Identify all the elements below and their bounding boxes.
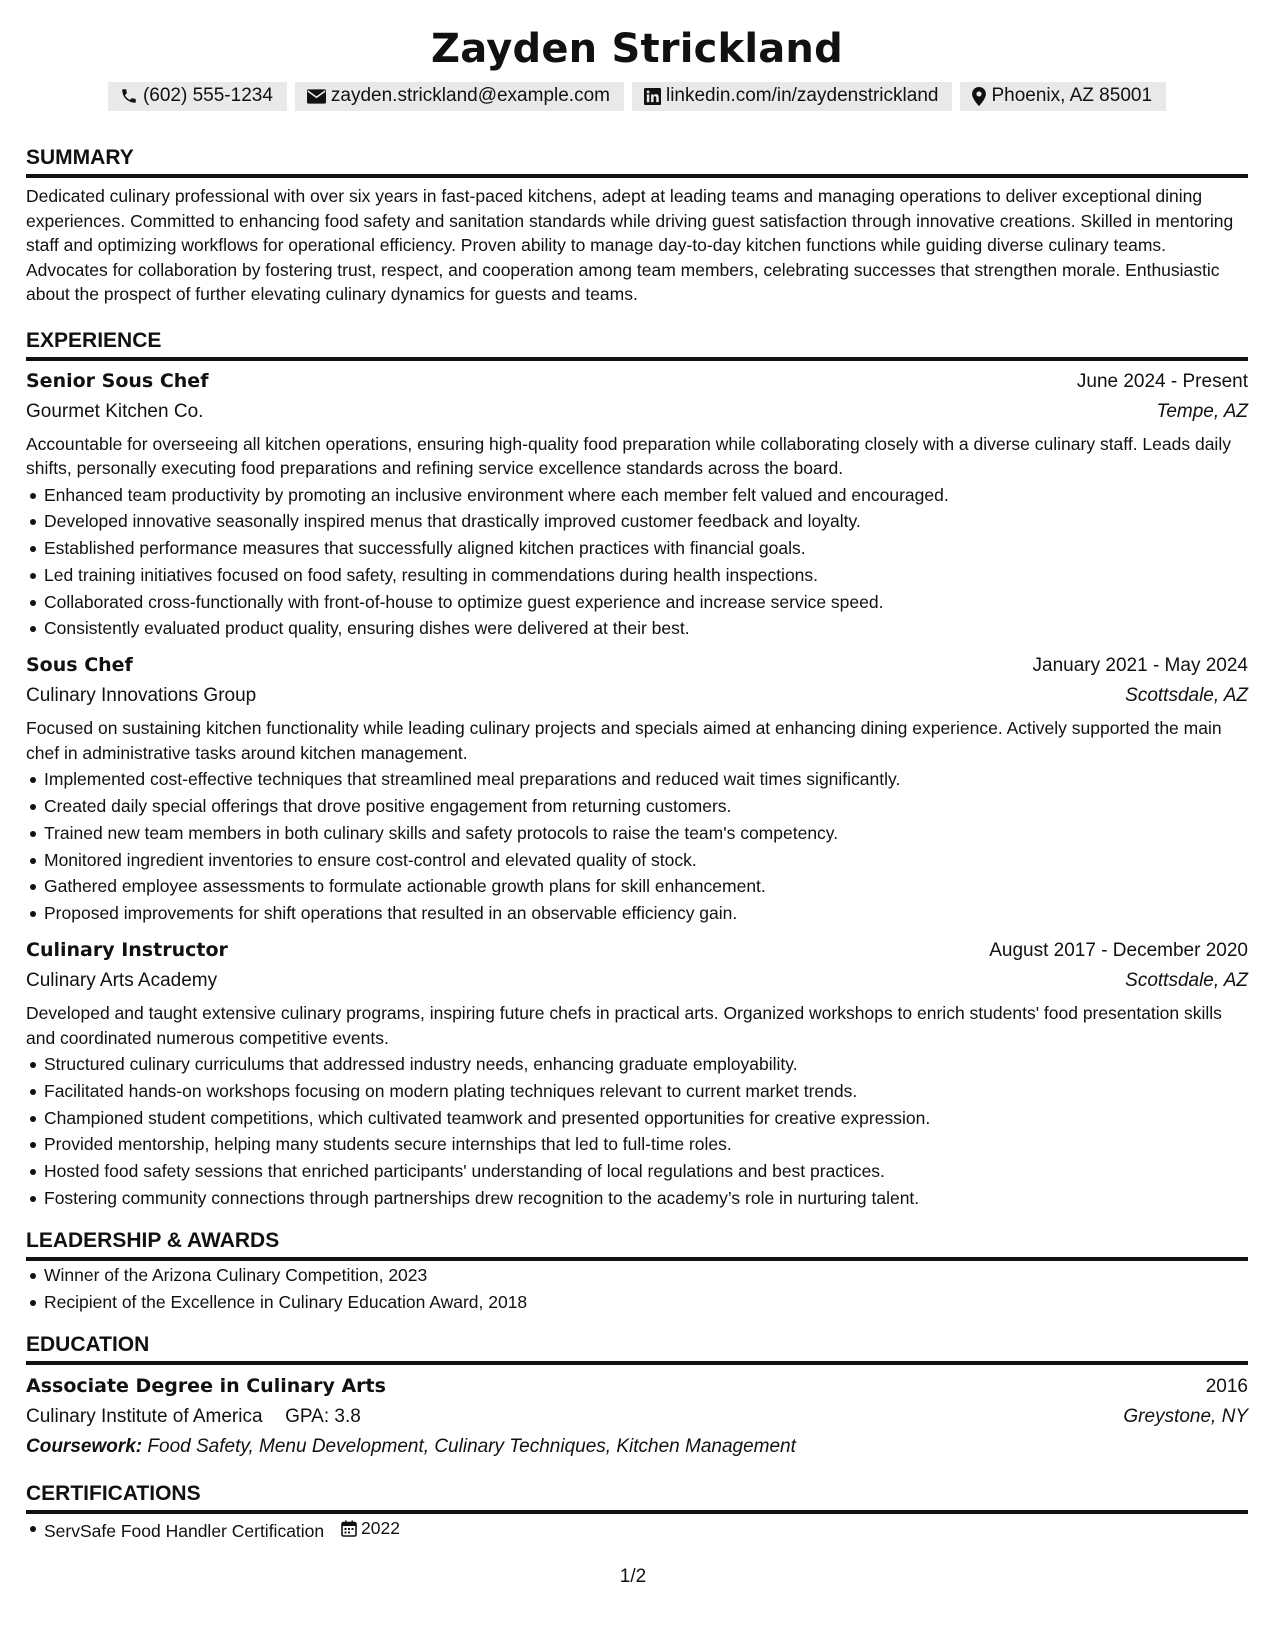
list-item: Developed innovative seasonally inspired menus that drastically improved customer feedback and loyalty.	[26, 508, 1248, 535]
list-item: Championed student competitions, which cultivated teamwork and presented opportunities for creative expression.	[26, 1105, 1248, 1132]
job-bullets	[26, 766, 1248, 927]
calendar-icon	[341, 1520, 357, 1537]
list-item: Facilitated hands-on workshops focusing on modern plating techniques relevant to current market trends.	[26, 1078, 1248, 1105]
list-item: Created daily special offerings that drove positive engagement from returning customers.	[26, 793, 1248, 820]
job-title: Culinary Instructor	[26, 939, 228, 962]
list-item: Collaborated cross-functionally with front-of-house to optimize guest experience and increase service speed.	[26, 589, 1248, 616]
list-item: Winner of the Arizona Culinary Competition, 2023	[26, 1262, 1248, 1289]
job-dates: January 2021 - May 2024	[1032, 655, 1248, 677]
degree-year: 2016	[1205, 1376, 1248, 1398]
job-location: Scottsdale, AZ	[1125, 970, 1248, 992]
job-dates: August 2017 - December 2020	[989, 940, 1248, 962]
job-title: Senior Sous Chef	[26, 369, 209, 392]
summary-heading: SUMMARY	[26, 145, 1248, 178]
page-number: 1/2	[619, 1566, 647, 1587]
map-pin-icon	[972, 87, 986, 106]
degree-title: Associate Degree in Culinary Arts	[26, 1375, 386, 1398]
list-item: Monitored ingredient inventories to ensure cost-control and elevated quality of stock.	[26, 847, 1248, 874]
list-item: Trained new team members in both culinary skills and safety protocols to raise the team's competency.	[26, 820, 1248, 847]
phone-icon	[120, 87, 138, 105]
contact-bar	[26, 82, 1248, 111]
awards-list	[26, 1262, 1248, 1316]
contact-email-text: zayden.strickland@example.com	[330, 85, 610, 106]
list-item	[26, 1515, 1248, 1545]
list-item: Proposed improvements for shift operations that resulted in an observable efficiency gain.	[26, 900, 1248, 927]
leadership-heading: LEADERSHIP & AWARDS	[26, 1228, 1248, 1261]
list-item: Gathered employee assessments to formulate actionable growth plans for skill enhancement.	[26, 873, 1248, 900]
contact-phone-text: (602) 555-1234	[142, 85, 273, 106]
contact-linkedin[interactable]	[632, 82, 952, 111]
job-company: Culinary Innovations Group	[26, 685, 257, 707]
job-bullets	[26, 1051, 1248, 1212]
list-item: Provided mentorship, helping many students secure internships that led to full-time roles.	[26, 1131, 1248, 1158]
envelope-icon	[307, 89, 326, 104]
list-item: Consistently evaluated product quality, ensuring dishes were delivered at their best.	[26, 615, 1248, 642]
school-name: Culinary Institute of America	[26, 1406, 263, 1428]
education-entry	[26, 1373, 1248, 1460]
list-item: Recipient of the Excellence in Culinary Education Award, 2018	[26, 1289, 1248, 1316]
coursework-label: Coursework:	[26, 1436, 143, 1458]
summary-text: Dedicated culinary professional with over six years in fast-paced kitchens, adept at leading teams and managing operations to deliver exceptional dining experiences. Committed to enhancing food safety and sanitation standards while driving guest satisfaction through innovative creations. Skilled in mentoring staff and optimizing workflows for operational efficiency. Proven ability to manage day-to-day kitchen functions while guiding diverse culinary teams. Advocates for collaboration by fostering trust, respect, and cooperation among team members, celebrating successes that strengthen morale. Enthusiastic about the prospect of further elevating culinary dynamics for guests and teams.	[26, 186, 1234, 304]
job-description: Accountable for overseeing all kitchen operations, ensuring high-quality food preparation while collaborating closely with a diverse culinary staff. Leads daily shifts, personally executing food preparations and refining service excellence standards across the board.	[26, 433, 1231, 478]
list-item: Implemented cost-effective techniques that streamlined meal preparations and reduced wait times significantly.	[26, 766, 1248, 793]
job-title: Sous Chef	[26, 654, 133, 677]
job-entry	[26, 368, 1248, 643]
contact-phone[interactable]	[108, 82, 287, 111]
list-item: Enhanced team productivity by promoting an inclusive environment where each member felt valued and encouraged.	[26, 482, 1248, 509]
gpa: GPA: 3.8	[285, 1406, 361, 1428]
contact-location-text: Phoenix, AZ 85001	[991, 85, 1153, 106]
job-entry	[26, 937, 1248, 1212]
contact-linkedin-text: linkedin.com/in/zaydenstrickland	[665, 85, 939, 106]
contact-location	[960, 82, 1166, 111]
education-heading: EDUCATION	[26, 1332, 1248, 1365]
experience-heading: EXPERIENCE	[26, 328, 1248, 361]
list-item: Structured culinary curriculums that addressed industry needs, enhancing graduate employability.	[26, 1051, 1248, 1078]
contact-email[interactable]	[295, 82, 624, 111]
certifications-list	[26, 1515, 1248, 1545]
resume-page	[26, 0, 1248, 1587]
coursework	[26, 1434, 1248, 1460]
list-item: Fostering community connections through partnerships drew recognition to the academy’s role in nurturing talent.	[26, 1185, 1248, 1212]
linkedin-icon	[644, 88, 661, 105]
certifications-heading: CERTIFICATIONS	[26, 1481, 1248, 1514]
job-company: Gourmet Kitchen Co.	[26, 400, 204, 422]
school-location: Greystone, NY	[1123, 1406, 1248, 1428]
job-company: Culinary Arts Academy	[26, 970, 218, 992]
list-item: Hosted food safety sessions that enriched participants' understanding of local regulations and best practices.	[26, 1158, 1248, 1185]
job-location: Tempe, AZ	[1156, 400, 1248, 422]
job-dates: June 2024 - Present	[1076, 370, 1248, 392]
coursework-list: Food Safety, Menu Development, Culinary Techniques, Kitchen Management	[147, 1436, 796, 1458]
certification-year: 2022	[361, 1518, 400, 1539]
job-description: Focused on sustaining kitchen functionality while leading culinary projects and specials aimed at enhancing dining experience. Actively supported the main chef in administrative tasks around kitchen management.	[26, 718, 1222, 763]
job-bullets	[26, 482, 1248, 643]
certification-name: ServSafe Food Handler Certification	[44, 1521, 325, 1542]
job-entry	[26, 652, 1248, 927]
job-location: Scottsdale, AZ	[1125, 685, 1248, 707]
list-item: Established performance measures that successfully aligned kitchen practices with financial goals.	[26, 535, 1248, 562]
list-item: Led training initiatives focused on food safety, resulting in commendations during health inspections.	[26, 562, 1248, 589]
job-description: Developed and taught extensive culinary programs, inspiring future chefs in practical arts. Organized workshops to enrich students' food presentation skills and coordinated numerous competitive events.	[26, 1003, 1222, 1048]
candidate-name: Zayden Strickland	[431, 26, 843, 72]
